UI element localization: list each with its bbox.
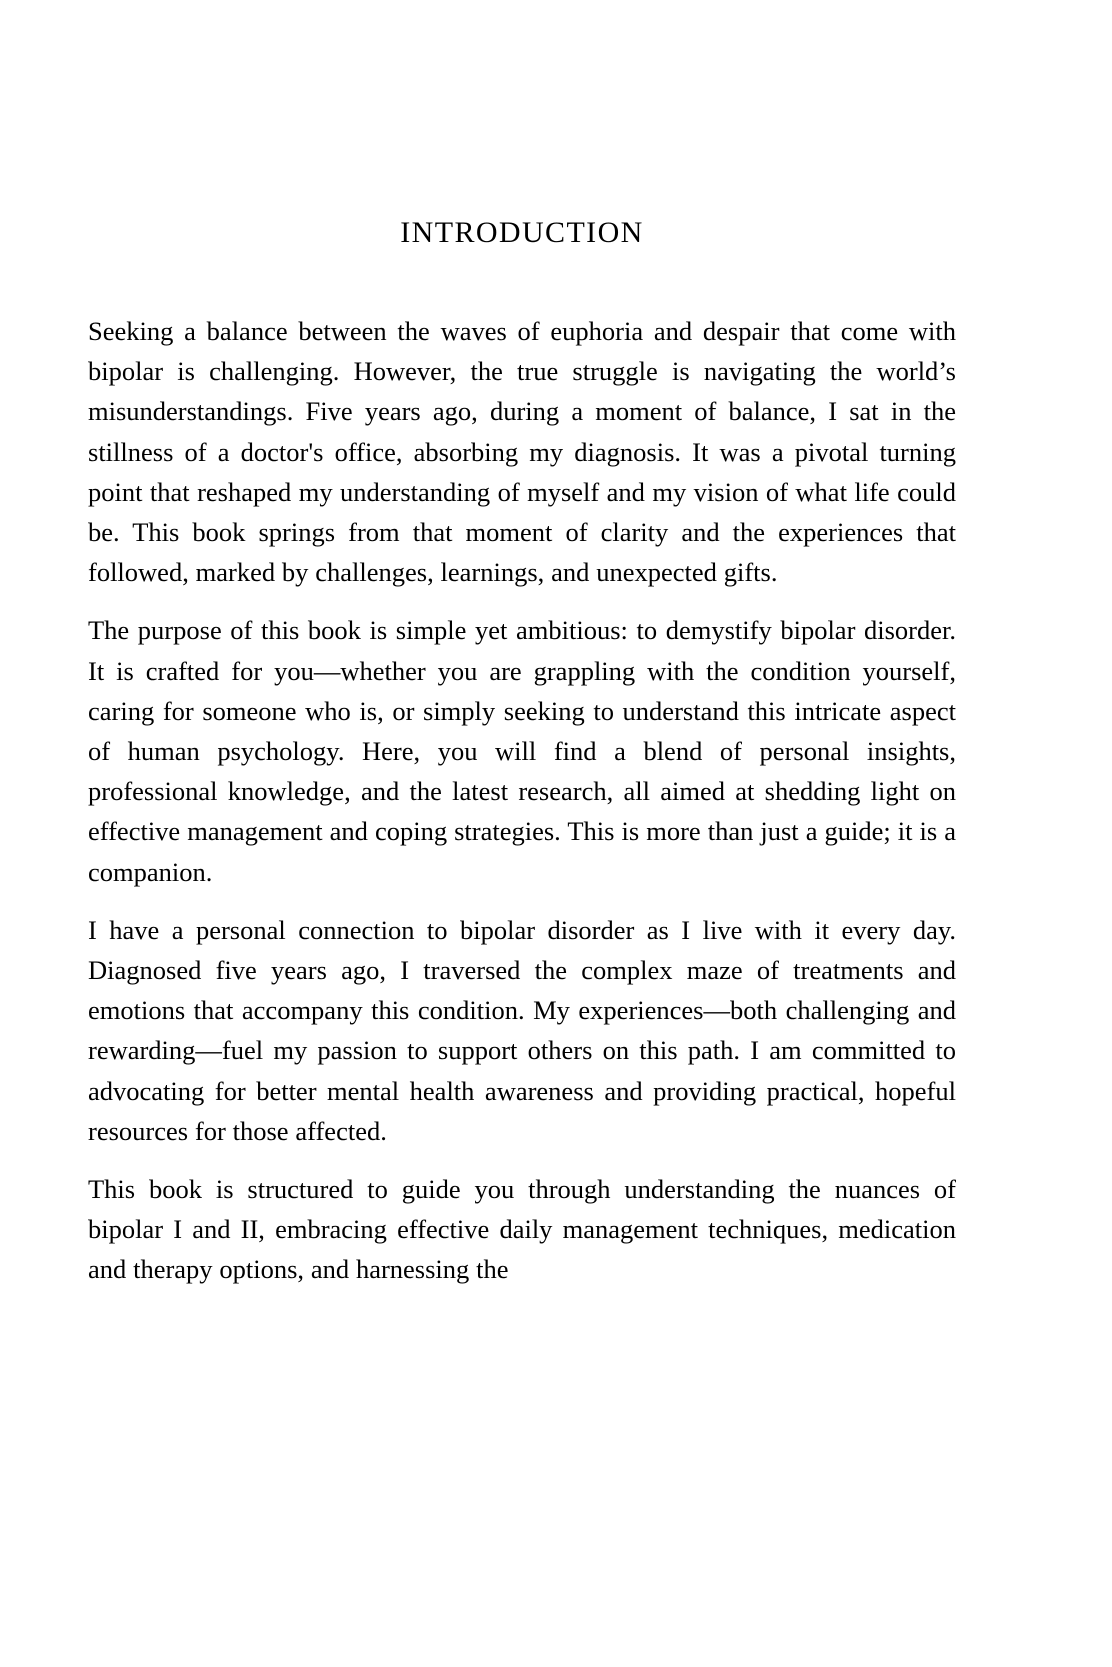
body-paragraph-4: This book is structured to guide you through understanding the nuances of bipolar I and II, embracing effective daily management techniques, medication and therapy options, and harnessing the xyxy=(88,1174,956,1285)
page-content xyxy=(88,0,956,1290)
chapter-title: INTRODUCTION xyxy=(400,216,644,249)
body-paragraph-3: I have a personal connection to bipolar disorder as I live with it every day. Diagnosed five years ago, I traversed the complex maze of treatments and emotions that accompany this condition. My experiences—both challenging and rewarding—fuel my passion to support others on this path. I am committed to advocating for better mental health awareness and providing practical, hopeful resources for those affected. xyxy=(88,914,956,1146)
body-paragraph-2: The purpose of this book is simple yet ambitious: to demystify bipolar disorder. It is crafted for you—whether you are grappling with the condition yourself, caring for someone who is, or simply seeking to understand this intricate aspect of human psychology. Here, you will find a blend of personal insights, professional knowledge, and the latest research, all aimed at shedding light on effective management and coping strategies. This is more than just a guide; it is a companion. xyxy=(88,615,956,887)
body-paragraph-1: Seeking a balance between the waves of euphoria and despair that come with bipolar is challenging. However, the true struggle is navigating the world’s misunderstandings. Five years ago, during a moment of balance, I sat in the stillness of a doctor's office, absorbing my diagnosis. It was a pivotal turning point that reshaped my understanding of myself and my vision of what life could be. This book springs from that moment of clarity and the experiences that followed, marked by challenges, learnings, and unexpected gifts. xyxy=(88,316,956,588)
